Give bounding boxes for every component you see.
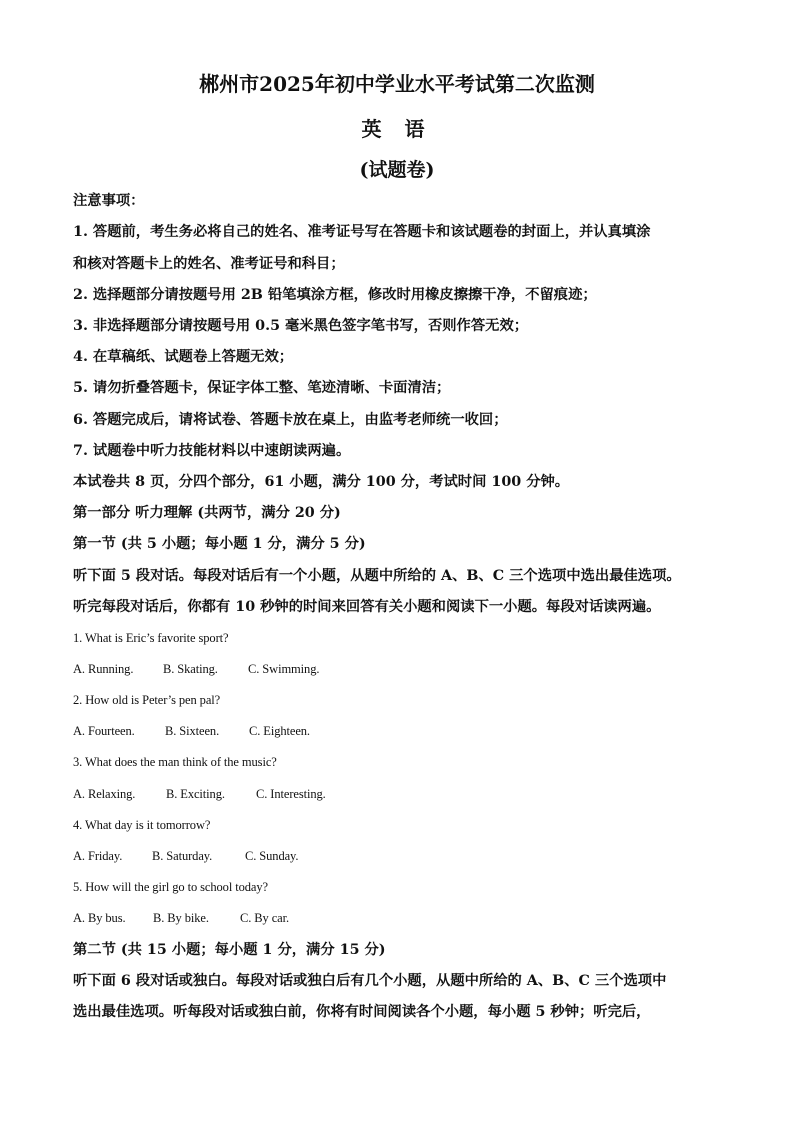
option-a: A. Running. (73, 662, 134, 676)
option-a: A. Relaxing. (73, 787, 136, 801)
part1-heading: 第一部分 听力理解 (共两节，满分 20 分) (73, 505, 341, 521)
note-item: 1. 答题前，考生务必将自己的姓名、准考证号写在答题卡和该试题卷的封面上，并认真填涂 (73, 224, 651, 240)
section2-instructions: 选出最佳选项。听每段对话或独白前，你将有时间阅读各个小题，每小题 5 秒钟；听完后， (73, 1004, 651, 1020)
section1-heading: 第一节 (共 5 小题；每小题 1 分，满分 5 分) (73, 536, 366, 552)
question-2: 2. How old is Peter’s pen pal? (73, 693, 221, 707)
section2-heading: 第二节 (共 15 小题；每小题 1 分，满分 15 分) (73, 942, 386, 958)
note-item: 4. 在草稿纸、试题卷上答题无效； (73, 349, 294, 365)
option-a: A. Fourteen. (73, 724, 135, 738)
notes-heading: 注意事项： (73, 193, 145, 209)
note-item: 和核对答题卡上的姓名、准考证号和科目； (73, 256, 345, 272)
note-item: 3. 非选择题部分请按题号用 0.5 毫米黑色签字笔书写，否则作答无效； (73, 318, 529, 334)
question-4-options (73, 846, 754, 866)
section1-instructions: 听下面 5 段对话。每段对话后有一个小题，从题中所给的 A、B、C 三个选项中选出最佳选项。 (73, 568, 681, 584)
option-b: B. By bike. (153, 911, 209, 925)
exam-title: 郴州市2025年初中学业水平考试第二次监测 (199, 72, 595, 96)
question-1: 1. What is Eric’s favorite sport? (73, 631, 229, 645)
question-4: 4. What day is it tomorrow? (73, 818, 211, 832)
question-3: 3. What does the man think of the music? (73, 755, 277, 769)
option-c: C. Interesting. (256, 787, 326, 801)
section1-instructions: 听完每段对话后，你都有 10 秒钟的时间来回答有关小题和阅读下一小题。每段对话读两遍。 (73, 599, 661, 615)
option-b: B. Sixteen. (165, 724, 220, 738)
question-5: 5. How will the girl go to school today? (73, 880, 268, 894)
section2-instructions: 听下面 6 段对话或独白。每段对话或独白后有几个小题，从题中所给的 A、B、C 三个选项中 (73, 973, 667, 989)
exam-summary: 本试卷共 8 页，分四个部分，61 小题，满分 100 分，考试时间 100 分钟。 (73, 474, 570, 490)
note-item: 6. 答题完成后，请将试卷、答题卡放在桌上，由监考老师统一收回； (73, 412, 508, 428)
option-b: B. Exciting. (166, 787, 225, 801)
option-b: B. Skating. (163, 662, 218, 676)
note-item: 5. 请勿折叠答题卡，保证字体工整、笔迹清晰、卡面清洁； (73, 380, 451, 396)
option-b: B. Saturday. (152, 849, 213, 863)
question-3-options (73, 784, 754, 804)
option-c: C. Eighteen. (249, 724, 310, 738)
option-c: C. Sunday. (245, 849, 299, 863)
option-c: C. By car. (240, 911, 289, 925)
option-a: A. Friday. (73, 849, 123, 863)
question-5-options (73, 908, 754, 928)
note-item: 2. 选择题部分请按题号用 2B 铅笔填涂方框，修改时用橡皮擦擦干净，不留痕迹； (73, 287, 597, 303)
paper-type: (试题卷) (359, 159, 435, 181)
option-c: C. Swimming. (248, 662, 320, 676)
option-a: A. By bus. (73, 911, 126, 925)
note-item: 7. 试题卷中听力技能材料以中速朗读两遍。 (73, 443, 351, 459)
question-2-options (73, 721, 754, 741)
question-1-options (73, 659, 754, 679)
subject-title: 英 语 (361, 117, 433, 141)
